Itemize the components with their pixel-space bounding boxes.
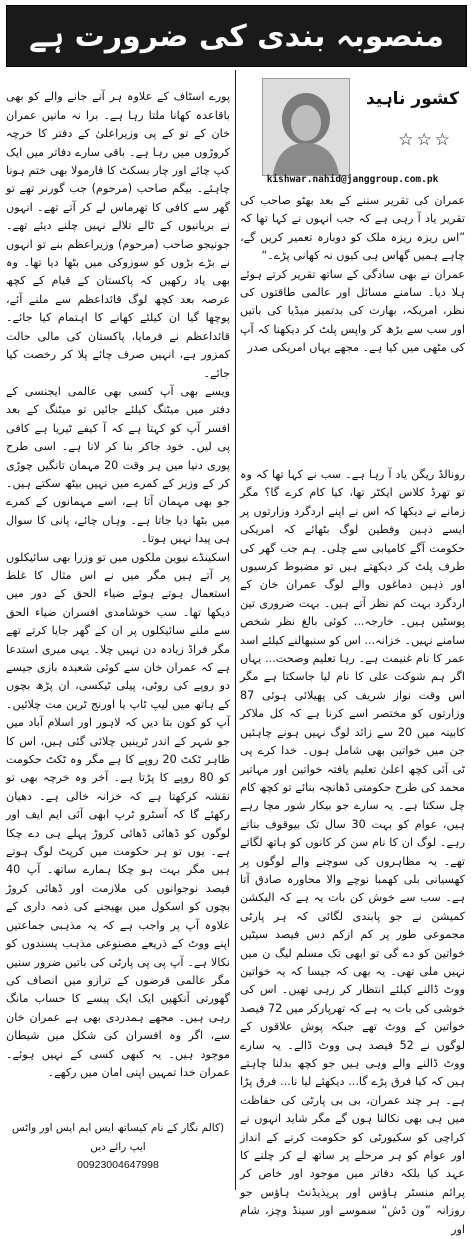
column-divider xyxy=(235,70,236,1190)
author-email[interactable]: kishwar.nahid@janggroup.com.pk xyxy=(266,174,439,185)
left-column-text: پورے اسٹاف کے علاوہ ہر آنے جانے والے کو بھی باقاعدہ کھانا ملتا رہا ہے۔ برا نہ مانیں عمران خان کے تو کے پی وزیراعلیٰ کے دفتر کا خرچہ کروڑوں میں رہا ہے۔ باقی سارے دفاتر میں ایک کپ چائے اور چار بسکٹ کا فارمولا بھی ختم ہونا چاہئے۔ بیگم صاحب (مرحوم) جب گورنر تھے تو گھر سے کافی کا تھرماس لے کر آتے تھے۔ انہوں نے بریانیوں کے ٹالے تلالے نہیں چلنے دیئے تھے۔ جونیجو صاحب (مرحوم) وزیراعظم بنے تو انہوں نے بڑے بڑوں کو سوزوکی میں بٹھا دیا تھا۔ وہ بھی یاد رکھیں کہ پاکستان کے قیام کے کچھ عرصہ بعد کچھ لوگ قائداعظم سے ملنے آئے، پوچھا گیا ان کیلئے کھانے کا اہتمام کیا جائے۔ قائداعظم نے فرمایا، پاکستان کی مالی حالت کمزور ہے، انہیں صرف چائے پلا کر رخصت کیا جائے۔ ویسے بھی آپ کسی بھی عالمی ایجنسی کے دفتر میں میٹنگ کیلئے جائیں تو میٹنگ کے بعد افسر آپ کو کہتا ہے کہ آ کیفے ٹیریا ہے کافی پی لیں۔ خود جاکر بنا کر لانا ہے۔ اسی طرح پوری دنیا میں ہر وقت 20 مہمان تانگیں چوڑی کر کے وزیر کے کمرے میں نہیں بیٹھ سکتے ہیں۔ جو بھی مہمان آتا ہے، اسے مہمانوں کے کمرے میں بٹھا دیا جاتا ہے۔ وہاں چائے، پانی کا سوال ہی پیدا نہیں ہوتا۔ اسکینڈے نیوین ملکوں میں تو وزرا بھی سائیکلوں پر آتے ہیں مگر میں نے اس مثال کا غلط استعمال ہوتے ہوئے ضیاء الحق کے دور میں دیکھا تھا۔ سب خوشامدی افسران ضیاء الحق سے ملنے سائیکلوں پر ان کے گھر جایا کرتے تھے مگر فراڈ زیادہ دن نہیں چلا۔ یہی میری استدعا ہے کہ عمران خان سے کوئی شعبدہ بازی جیسے دو روپے کی روٹی، پیلی ٹیکسی، ان پڑھ بچوں کے ہاتھ میں لیپ ٹاپ یا اورنج ٹرین مت چلائیں۔ آپ کو کون بتا دیں کہ لاہور اور اسلام آباد میں جو شہر کے اندر ٹرینیں چلائی گئی ہیں، اس کا ظاہر ٹکٹ 20 روپے کا ہے مگر وہ ٹکٹ حکومت کو 80 روپے کا پڑتا ہے۔ آخر وہ خرچہ بھی تو نقشہ کرکھتا ہے کہ خزانہ خالی ہے۔ دھیان رکھئے گا کہ آسٹرو ٹرپ ابھی آئی ایم ایف اور لوگوں کو ڈھائی ڈھائی کروڑ پہلے ہی دے چکا ہے۔ یوں تو ہر حکومت میں کرپٹ لوگ ہوتے ہیں مگر بہت ہو چکا ہمارے ساتھ۔ آپ 40 فیصد نوجوانوں کی ملازمت اور ڈھائی کروڑ بچوں کو اسکول میں بھیجنے کی ذمہ داری کے علاوہ آپ پر واجب ہے کہ یہ مذہبی جماعتیں اپنے ووٹ کے ذریعے مصنوعی مذہب پسندوں کو نکالا ہے۔ آپ پی پی پارٹی کی باتیں ضرور سنیں مگر عالمی قرضوں کے ترازو میں انصاف کی گھورتی آنکھیں ایک ایک پیسے کا حساب مانگ رہی ہیں۔ مجھے ہمدردی بھی ہے عمران خان سے، اگر وہ افسران کی شکل میں شیطان موجود ہیں۔ یہ کبھی کسی کے نہیں ہوئے۔ عمران خدا تمہیں اپنی امان میں رکھے۔ xyxy=(6,90,231,1079)
author-portrait-icon xyxy=(263,79,349,175)
signoff-text: (کالم نگار کے نام کیساتھ ایس ایم ایس اور واٹس ایپ رائے دیں xyxy=(11,1122,225,1153)
author-name: کشور ناہید xyxy=(365,89,459,109)
headline-banner xyxy=(6,5,467,67)
signoff xyxy=(6,1101,230,1175)
right-column-body: رونالڈ ریگن یاد آ رہا ہے۔ سب نے کہا تھا کہ وہ تو تھرڈ کلاس ایکٹر تھا، کیا کام کرے گا؟ مگر زمانے نے دیکھا کہ اس نے اپنے اردگرد وزارتوں پر ایسے ذہین وفطین لوگ بٹھائے کہ امریکی حکومت آگے کامیابی سے چلی۔ ہم جب گھر کی طرف پلٹ کر دیکھتے ہیں تو مضبوط کرسیوں اور ذہین دماغوں والے لوگ عمران خان کے اردگرد بہت کم نظر آتے ہیں۔ بہت ضروری تین پوسٹیں ہیں۔ خارجہ... کوئی بالغ نظر شخص سامنے نہیں۔ خزانہ... اس کو سنبھالنے کیلئے اسد عمر کا نام غنیمت ہے۔ رہا تعلیم وصحت... یہاں اگر ہم شوکت علی کا نام لیا جاسکتا ہے مگر اس وقت نواز شریف کی پھیلائی ہوئی 87 وزارتوں کو مختصر اسے کرنا ہے کہ کل ملاکر کابینہ میں 20 سے زائد لوگ نہیں ہونے چاہئیں جن میں خواتین بھی شامل ہوں۔ خدا کرے پی ٹی آئی کچھ اعلیٰ تعلیم یافتہ خواتین اور مہاتیر محمد کی طرح حکومتی ڈھانچہ بنائے تو کچھ کام چل سکتا ہے۔ یہ سارے جو بیکار شور مچا رہے ہیں، عوام کو بہت 30 سال تک بیوقوف بناتے رہے۔ لوگ ان کا نام سن کر کانوں کو ہاتھ لگاتے تھے۔ یہ مظاہروں کی سوچنے والے لوگوں پر کھسیانی بلی کھمبا نوچے والا محاورہ صادق آتا ہے۔ سب سے خوش کن بات یہ ہے کہ الیکشن کمیشن نے جو پابندی لگائی کہ ہر پارٹی مجموعی طور پر کم ازکم دس فیصد سیٹیں خواتین کو دے گی تو ابھی تک مسلم لیگ ن میں نہیں ملی تھی۔ یہ بھی کہ جیسا کہ یہ خواتین ووٹ ڈالنے کیلئے انتظار کر رہی تھیں۔ اس کی خوشی کی بات یہ ہے کہ تھرپارکر میں 72 فیصد خواتین کے ووٹ تھے جبکہ پوش علاقوں کے لوگوں نے 52 فیصد ہی ووٹ ڈالے۔ یہ سارے ووٹ ڈالنے والے وہی ہیں جو کچھ بدلنا چاہتے ہیں کہ کیا فرق پڑے گا... دیکھئے لیا نا... فرق پڑا ہے۔ ہر چند عمران، بی بی پارٹی کی حفاظت میں ہی بھی نکالنا ہوں گے مگر شاید انہوں نے کراچی کو سکیورٹی کو حکومت کرنے کے انداز اور عوام کو ہر مرحلے پر ساتھ لے کر چلنے کا عہد کیا بلکہ دفاتر میں موجود اور خاص کر پرائم منسٹر ہاؤس اور پریذیڈنٹ ہاؤس جو روزانہ ”ون ڈش“ سموسے اور سینڈ وچز، شام اور xyxy=(240,468,465,1236)
column-headline: منصوبہ بندی کی ضرورت ہے xyxy=(29,18,444,54)
intro-paragraph: عمران کی تقریر سننے کے بعد بھٹو صاحب کی تقریر یاد آ رہی ہے کہ جب انہوں نے کہا تھا کہ ”اس ریزہ ریزہ ملک کو دوبارہ تعمیر کریں گے، چاہے ہمیں گھاس ہی کیوں نہ کھانی پڑے۔“ عمران نے بھی سادگی کے ساتھ تقریر کرتے ہوئے ہلا دیا۔ سامنے مسائل اور عالمی طاقتوں کی نظر، امریکہ، بھارت کی بدتمیز میڈیا کی باتیں اور سب سے بڑھ کر واپس پلٹ کر دیکھنا کہ آپ کی مٹھی میں کیا ہے۔ مجھے یہاں امریکی صدر xyxy=(240,194,465,355)
author-photo xyxy=(262,78,350,176)
contact-phone: 00923004647998 xyxy=(77,1158,159,1171)
byline-box xyxy=(240,70,465,460)
left-column-body xyxy=(6,70,230,1190)
rating-stars-icon: ☆☆☆ xyxy=(398,130,453,150)
